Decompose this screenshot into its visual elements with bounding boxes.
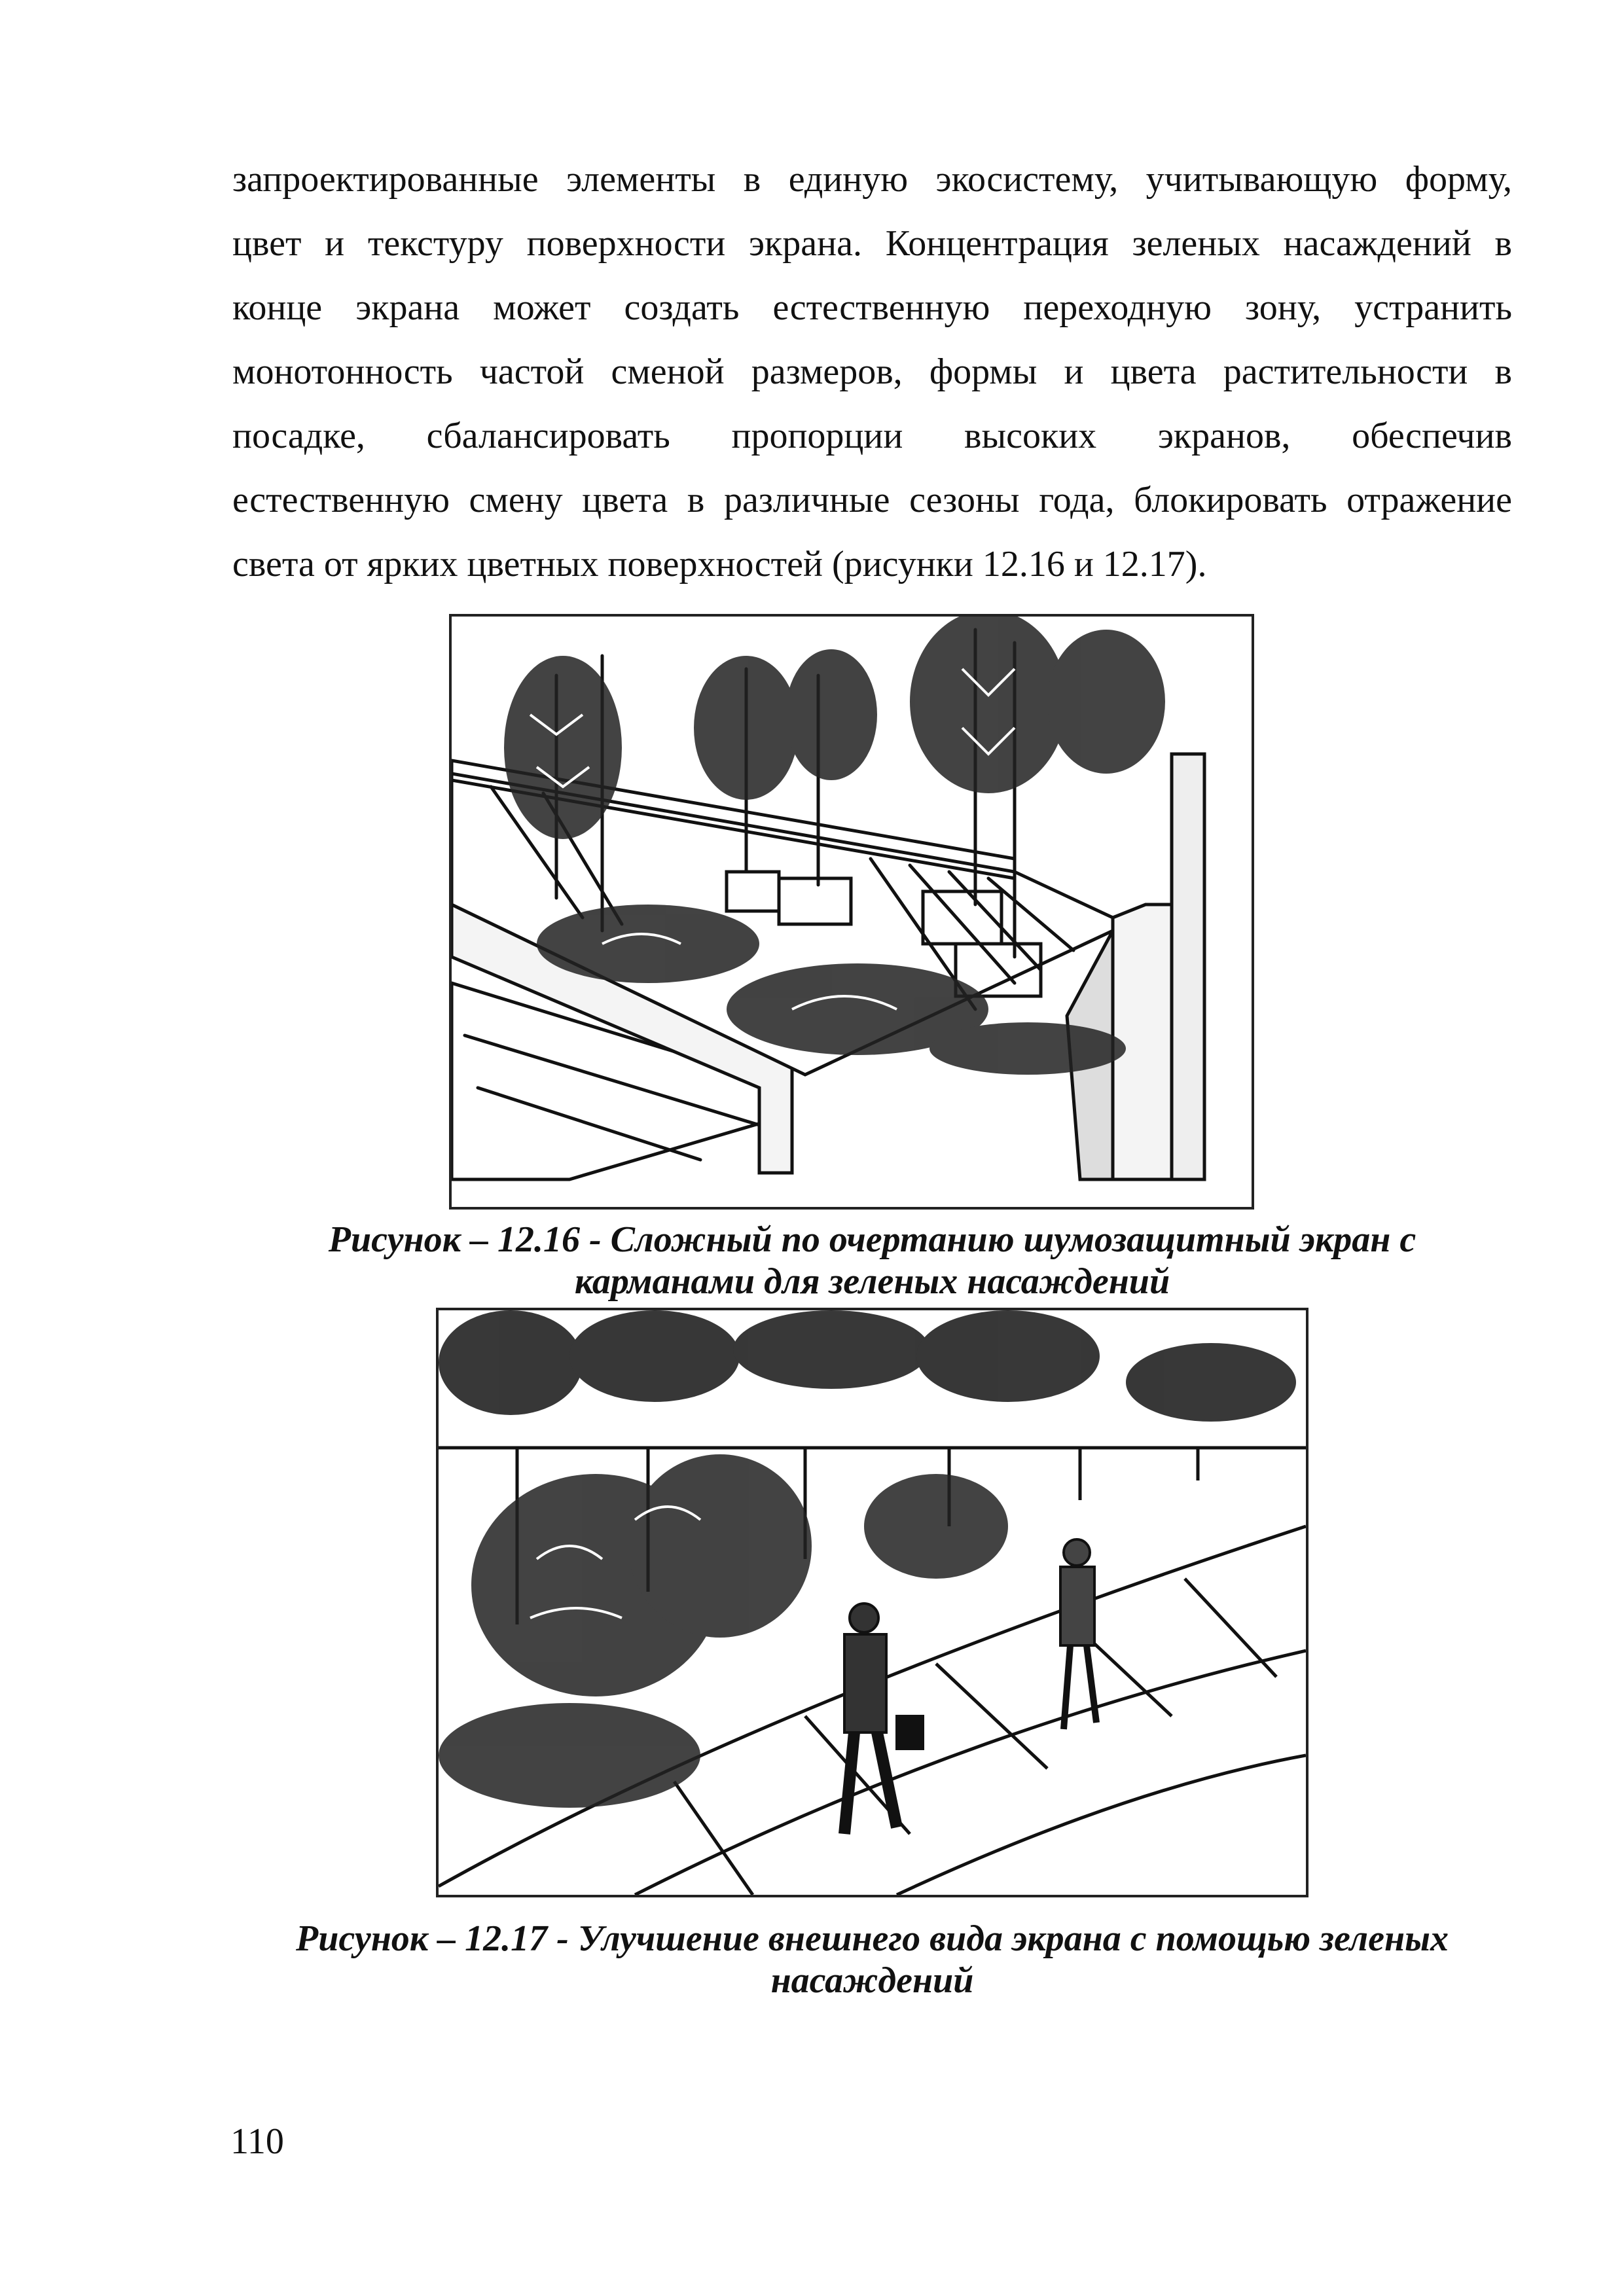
planted-barrier-drawing [439,1310,1306,1895]
paragraph-line: монотонность частой сменой размеров, формы и цвета растительности в [232,351,1512,392]
paragraph-line: цвет и текстуру поверхности экрана. Концентрация зеленых насаждений в [232,223,1512,264]
figure-12-16-caption [232,1219,1512,1302]
caption-line: Рисунок – 12.17 - Улучшение внешнего вида экрана с помощью зеленых [296,1918,1449,1959]
noise-barrier-drawing [452,617,1252,1207]
paragraph-line: запроектированные элементы в единую экосистему, учитывающую форму, [232,159,1512,200]
paragraph-line: конце экрана может создать естественную переходную зону, устранить [232,287,1512,328]
figure-12-16-illustration [449,614,1254,1210]
figure-12-17-illustration [436,1308,1308,1897]
caption-line: карманами для зеленых насаждений [574,1261,1170,1302]
caption-line: насаждений [770,1960,974,2001]
figure-12-17-caption [232,1918,1512,2001]
page-number: 110 [230,2121,284,2162]
paragraph-line: посадке, сбалансировать пропорции высоких экранов, обеспечив [232,416,1512,456]
paragraph-line: света от ярких цветных поверхностей (рисунки 12.16 и 12.17). [232,544,1207,584]
body-paragraph [232,147,1512,596]
caption-line: Рисунок – 12.16 - Сложный по очертанию шумозащитный экран с [328,1219,1416,1260]
paragraph-line: естественную смену цвета в различные сезоны года, блокировать отражение [232,480,1512,520]
